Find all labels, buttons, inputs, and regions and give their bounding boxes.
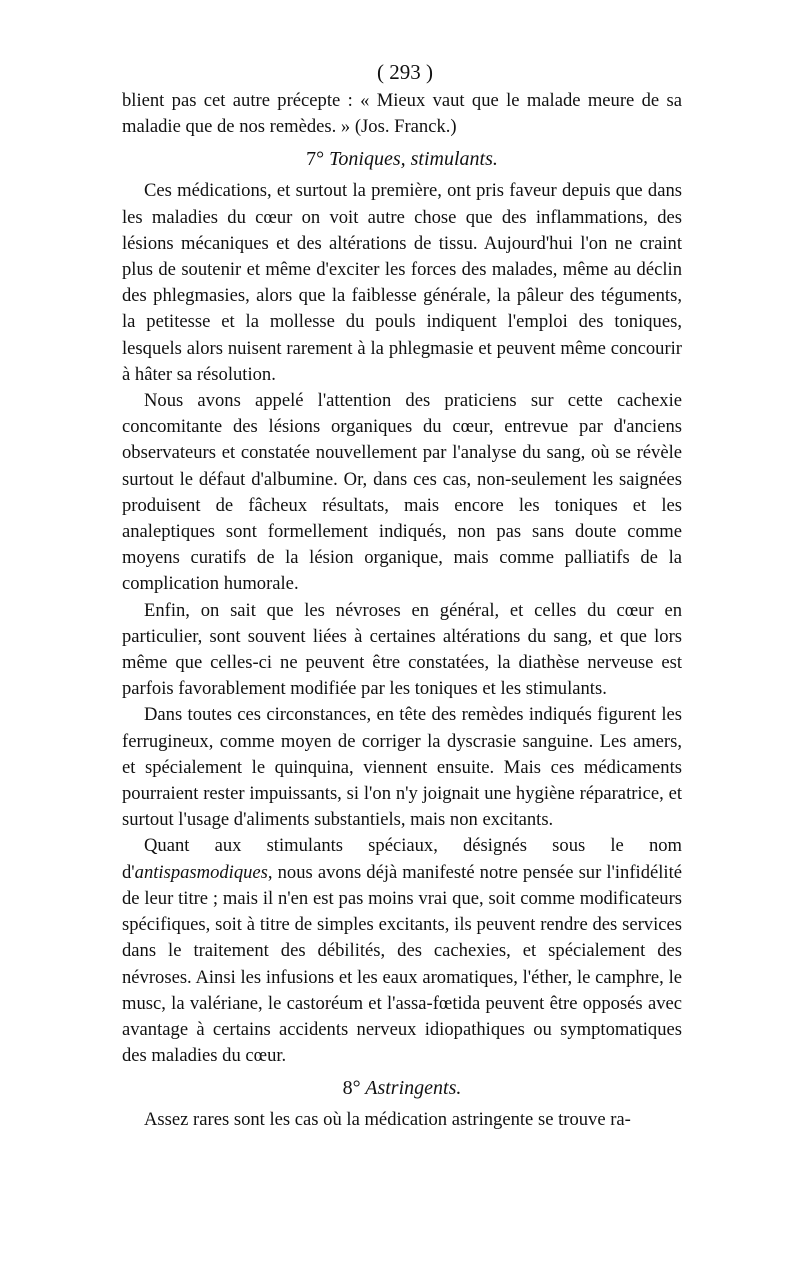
paragraph-antispasmodiques <box>122 833 682 1069</box>
section-title: Astringents. <box>365 1077 462 1100</box>
section-heading-toniques <box>122 145 682 173</box>
paragraph: Enfin, on sait que les névroses en général, et celles du cœur en particulier, sont souvent liées à certaines altérations du sang, et que lors même que celles-ci ne peuvent être constatées, la diathèse nerveuse est parfois favorablement modifiée par les toniques et les stimulants. <box>122 599 682 700</box>
section-number: 8° <box>342 1077 361 1100</box>
continued-paragraph: blient pas cet autre précepte : « Mieux vaut que le malade meure de sa maladie que de nos remèdes. » (Jos. Franck.) <box>122 90 682 138</box>
italic-term: antispasmodiques <box>134 861 268 883</box>
page-number: ( 293 ) <box>377 60 433 84</box>
section-title: Toniques, stimulants. <box>329 148 498 171</box>
section-number: 7° <box>306 148 325 171</box>
paragraph: Ces médications, et surtout la première, ont pris faveur depuis que dans les maladies du cœur on voit autre chose que des inflammations, des lésions mécaniques et des altérations de tissu. Aujourd'hui l'on ne craint plus de soutenir et même d'exciter les forces des malades, même au déclin des phlegmasies, alors que la faiblesse générale, la pâleur des téguments, la petitesse et la mollesse du pouls indiquent l'emploi des toniques, lesquels alors nuisent rarement à la phlegmasie et peuvent même concourir à hâter sa résolution. <box>122 180 682 385</box>
section-heading-astringents <box>122 1074 682 1102</box>
paragraph: Nous avons appelé l'attention des praticiens sur cette cachexie concomitante des lésions organiques du cœur, entrevue par d'anciens observateurs et constatée nouvellement par l'analyse du sang, où se révèle surtout le défaut d'albumine. Or, dans ces cas, non-seulement les saignées produisent de fâcheux résultats, mais encore les toniques et les analeptiques sont formellement indiqués, non pas sans doute comme moyens curatifs de la lésion organique, mais comme palliatifs de la complication humorale. <box>122 390 682 595</box>
paragraph: Dans toutes ces circonstances, en tête des remèdes indiqués figurent les ferrugineux, comme moyen de corriger la dyscrasie sanguine. Les amers, et spécialement le quinquina, viennent ensuite. Mais ces médicaments pourraient rester impuissants, si l'on n'y joignait une hygiène réparatrice, et surtout l'usage d'aliments substantiels, mais non excitants. <box>122 704 682 831</box>
paragraph: Assez rares sont les cas où la médication astringente se trouve ra- <box>144 1109 631 1131</box>
book-page <box>122 58 682 1134</box>
paragraph-text: Quant aux stimulants spéciaux, désignés sous le nom d' <box>122 835 682 883</box>
paragraph-text: , nous avons déjà manifesté notre pensée sur l'infidélité de leur titre ; mais il n'en est pas moins vrai que, soit comme modificateurs spécifiques, soit à titre de simples excitants, ils peuvent rendre des services dans le traitement des débilités, des cachexies, et spécialement des névroses. Ainsi les infusions et les eaux aromatiques, l'éther, le camphre, le musc, la valériane, le castoréum et l'assa-fœtida peuvent être opposés avec avantage à certains accidents nerveux idiopathiques ou symptomatiques des maladies du cœur. <box>122 861 682 1067</box>
